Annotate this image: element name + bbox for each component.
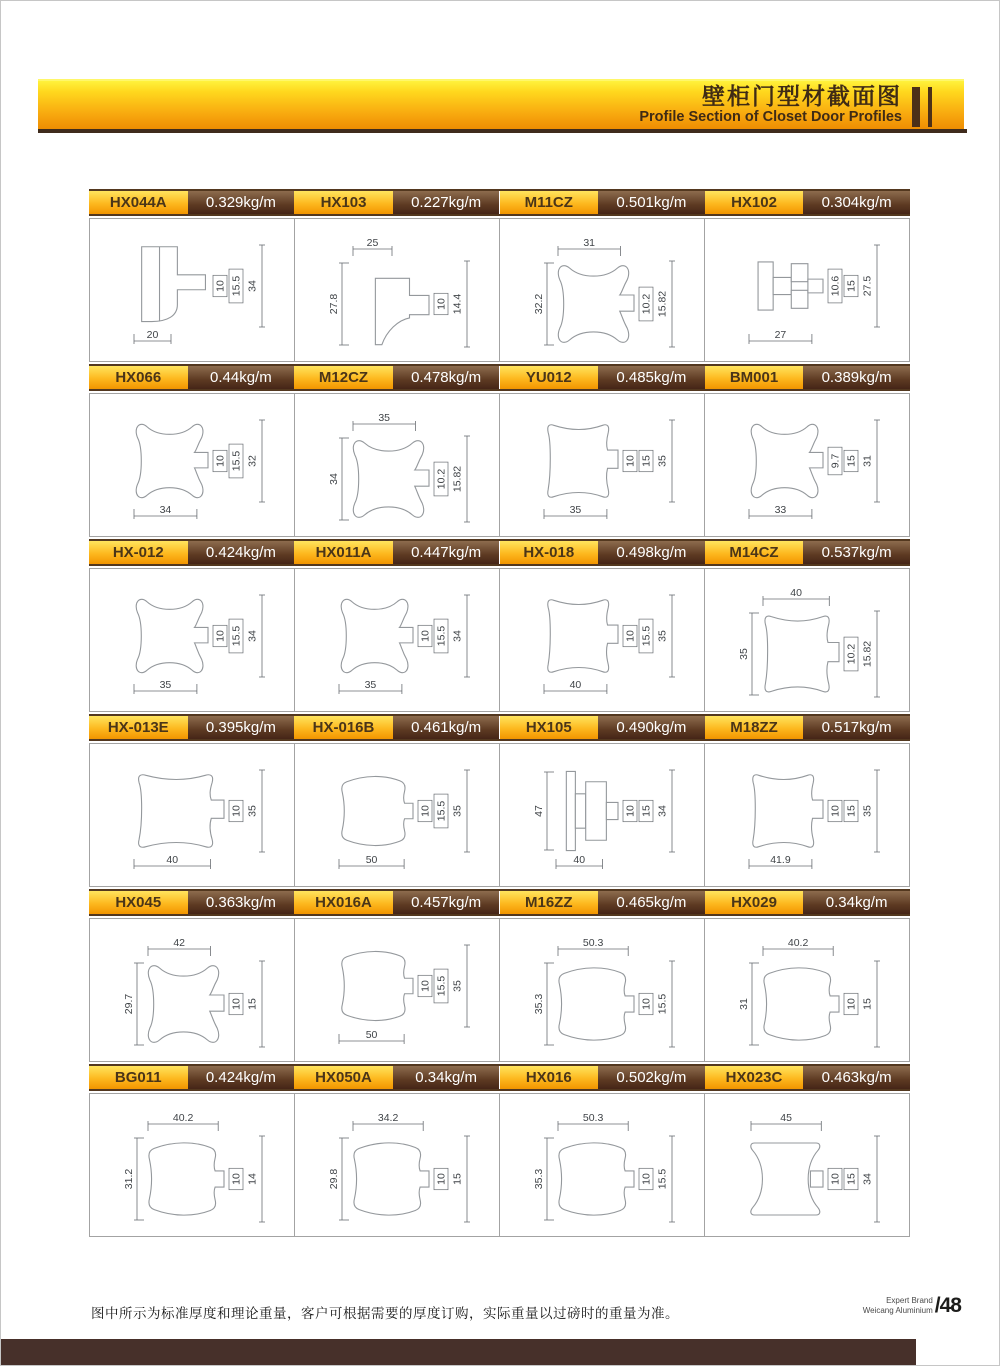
profile-drawing-row — [89, 568, 913, 712]
profile-weight: 0.424kg/m — [188, 1066, 295, 1089]
profile-weight: 0.34kg/m — [393, 1066, 500, 1089]
profile-drawing-row — [89, 918, 913, 1062]
profile-cell — [704, 1093, 910, 1237]
profile-header — [294, 541, 499, 564]
dim-right: 10 — [640, 1173, 653, 1185]
profile-cell — [89, 743, 295, 887]
dim-right: 14 — [246, 1173, 259, 1185]
profile-cell — [499, 218, 705, 362]
profile-drawing — [90, 1094, 294, 1236]
profile-drawing — [90, 919, 294, 1061]
profile-weight: 0.517kg/m — [803, 716, 910, 739]
dim-right: 35 — [861, 805, 874, 817]
dim-right: 35 — [451, 805, 464, 817]
profile-outline — [139, 775, 224, 847]
dim-right: 10 — [624, 455, 637, 467]
profile-header — [500, 1066, 705, 1089]
profile-weight: 0.498kg/m — [598, 541, 705, 564]
profile-weight: 0.304kg/m — [803, 191, 910, 214]
profile-cell — [294, 218, 500, 362]
profile-drawing — [90, 219, 294, 361]
profile-outline — [559, 968, 634, 1040]
dim-top: 34.2 — [377, 1112, 399, 1124]
profile-drawing-row — [89, 1093, 913, 1237]
dim-right: 15 — [246, 998, 259, 1010]
profile-weight: 0.34kg/m — [803, 891, 910, 914]
profile-outline — [548, 425, 618, 497]
profile-drawing — [295, 219, 499, 361]
profile-cell — [704, 393, 910, 537]
profile-header-row — [89, 1064, 910, 1091]
profile-cell — [499, 393, 705, 537]
profile-drawing — [295, 1094, 499, 1236]
profile-header — [705, 716, 910, 739]
dim-left: 35 — [738, 648, 750, 660]
profile-outline — [764, 968, 839, 1040]
profile-outline — [341, 599, 413, 672]
profile-drawing — [705, 1094, 909, 1236]
profile-cell — [294, 568, 500, 712]
dim-right: 34 — [246, 630, 259, 642]
profile-code: HX066 — [89, 366, 188, 389]
profile-header — [89, 191, 294, 214]
dim-top: 31 — [583, 237, 596, 249]
dim-right: 10 — [640, 998, 653, 1010]
dim-top: 50.3 — [582, 1112, 604, 1124]
profile-outline — [148, 966, 224, 1043]
dim-right: 15 — [640, 455, 653, 467]
brand-block — [863, 1294, 961, 1318]
dim-bottom: 40 — [166, 854, 179, 866]
banner-accent-bar-thin — [928, 87, 932, 127]
profile-header-row — [89, 189, 910, 216]
dim-top: 25 — [366, 237, 379, 249]
dim-right: 35 — [451, 980, 464, 992]
profile-code: M14CZ — [705, 541, 804, 564]
dim-right: 15.82 — [861, 640, 874, 668]
profile-outline — [558, 266, 634, 343]
dim-right: 10 — [230, 998, 243, 1010]
profile-weight: 0.457kg/m — [393, 891, 500, 914]
profile-cell — [499, 1093, 705, 1237]
profile-code: HX103 — [294, 191, 393, 214]
profile-weight: 0.363kg/m — [188, 891, 295, 914]
profile-weight: 0.424kg/m — [188, 541, 295, 564]
dim-left: 29.8 — [328, 1168, 340, 1190]
profile-code: BG011 — [89, 1066, 188, 1089]
dim-right: 10 — [419, 630, 432, 642]
dim-bottom: 40 — [573, 854, 586, 866]
profile-cell — [294, 918, 500, 1062]
dim-left: 34 — [328, 473, 340, 485]
brand-line-1: Expert Brand — [886, 1296, 933, 1305]
brand-line-2: Weicang Aluminium — [862, 1306, 933, 1315]
profile-header — [500, 891, 705, 914]
profile-header — [705, 191, 910, 214]
profile-header-row — [89, 714, 910, 741]
dim-right: 10.2 — [435, 468, 448, 490]
profile-outline — [149, 1143, 224, 1215]
dim-right: 9.7 — [829, 453, 842, 469]
profile-grid — [89, 189, 913, 1239]
profile-weight: 0.485kg/m — [598, 366, 705, 389]
profile-header-row — [89, 364, 910, 391]
profile-cell — [499, 918, 705, 1062]
profile-weight: 0.44kg/m — [188, 366, 295, 389]
profile-code: HX016A — [294, 891, 393, 914]
profile-outline — [353, 441, 429, 518]
dim-right: 15.5 — [656, 993, 669, 1015]
profile-header — [294, 891, 499, 914]
dim-right: 15.5 — [230, 275, 243, 297]
profile-header — [705, 366, 910, 389]
profile-code: M18ZZ — [705, 716, 804, 739]
bottom-bar — [1, 1339, 916, 1366]
profile-header — [705, 1066, 910, 1089]
dim-right: 14.4 — [451, 293, 464, 315]
profile-code: M12CZ — [294, 366, 393, 389]
dim-top: 42 — [173, 937, 186, 949]
profile-drawing-row — [89, 218, 913, 362]
profile-cell — [294, 1093, 500, 1237]
profile-weight: 0.490kg/m — [598, 716, 705, 739]
dim-right: 15.5 — [435, 800, 448, 822]
profile-drawing — [295, 744, 499, 886]
profile-code: HX016 — [500, 1066, 599, 1089]
profile-drawing — [90, 744, 294, 886]
profile-cell — [89, 393, 295, 537]
dim-left: 47 — [533, 805, 545, 817]
profile-weight: 0.501kg/m — [598, 191, 705, 214]
profile-header — [500, 366, 705, 389]
profile-code: BM001 — [705, 366, 804, 389]
profile-drawing — [500, 919, 704, 1061]
page-number: /48 — [934, 1294, 961, 1317]
profile-header — [294, 366, 499, 389]
profile-outline — [136, 424, 208, 497]
dim-right: 32 — [246, 455, 259, 467]
profile-code: HX105 — [500, 716, 599, 739]
dim-top: 50.3 — [582, 937, 604, 949]
profile-header — [89, 891, 294, 914]
dim-right: 15 — [845, 455, 858, 467]
profile-header — [500, 716, 705, 739]
dim-right: 10 — [419, 805, 432, 817]
profile-code: HX044A — [89, 191, 188, 214]
profile-drawing — [90, 394, 294, 536]
dim-right: 10 — [214, 280, 227, 292]
dim-bottom: 35 — [159, 679, 172, 691]
profile-drawing — [705, 569, 909, 711]
footer-note: 图中所示为标准厚度和理论重量，客户可根据需要的厚度订购，实际重量以过磅时的重量为准。 — [91, 1306, 679, 1321]
banner-titles — [639, 83, 902, 125]
profile-cell — [89, 918, 295, 1062]
dim-right: 15 — [451, 1173, 464, 1185]
dim-right: 35 — [246, 805, 259, 817]
profile-code: HX-013E — [89, 716, 188, 739]
page-title-zh: 壁柜门型材截面图 — [702, 83, 902, 109]
profile-code: YU012 — [500, 366, 599, 389]
profile-drawing — [705, 219, 909, 361]
dim-right: 31 — [861, 455, 874, 467]
dim-right: 10 — [214, 630, 227, 642]
profile-outline — [375, 278, 429, 344]
profile-outline — [342, 776, 413, 845]
dim-right: 10 — [435, 1173, 448, 1185]
profile-outline — [548, 600, 618, 672]
dim-left: 35.3 — [533, 993, 545, 1015]
profile-cell — [704, 743, 910, 887]
profile-weight: 0.389kg/m — [803, 366, 910, 389]
profile-cell — [499, 743, 705, 887]
profile-weight: 0.478kg/m — [393, 366, 500, 389]
dim-top: 35 — [378, 412, 391, 424]
dim-right: 10 — [435, 298, 448, 310]
profile-cell — [294, 743, 500, 887]
dim-right: 10 — [230, 1173, 243, 1185]
dim-right: 15.82 — [656, 290, 669, 318]
profile-drawing — [295, 569, 499, 711]
dim-right: 15 — [640, 805, 653, 817]
dim-top: 40.2 — [172, 1112, 194, 1124]
profile-drawing — [500, 744, 704, 886]
dim-right: 15.5 — [640, 625, 653, 647]
dim-bottom: 27 — [774, 329, 787, 341]
dim-left: 35.3 — [533, 1168, 545, 1190]
dim-right: 15 — [845, 805, 858, 817]
profile-drawing-row — [89, 393, 913, 537]
profile-drawing — [295, 919, 499, 1061]
profile-drawing — [705, 394, 909, 536]
dim-right: 35 — [656, 455, 669, 467]
profile-code: HX045 — [89, 891, 188, 914]
dim-right: 10 — [624, 805, 637, 817]
profile-header-row — [89, 889, 910, 916]
profile-code: HX023C — [705, 1066, 804, 1089]
dim-left: 31 — [738, 998, 750, 1010]
dim-bottom: 20 — [146, 329, 159, 341]
banner-underline — [38, 129, 967, 133]
dim-top: 45 — [780, 1112, 792, 1124]
dim-bottom: 35 — [569, 504, 582, 516]
dim-right: 15.5 — [230, 450, 243, 472]
profile-outline — [758, 262, 823, 310]
dim-top: 40.2 — [787, 937, 809, 949]
dim-right: 15 — [845, 280, 858, 292]
profile-drawing-row — [89, 743, 913, 887]
profile-drawing — [500, 394, 704, 536]
dim-right: 34 — [451, 630, 464, 642]
profile-weight: 0.463kg/m — [803, 1066, 910, 1089]
dim-right: 10 — [624, 630, 637, 642]
dim-right: 27.5 — [861, 275, 874, 297]
dim-right: 10 — [829, 1173, 842, 1185]
profile-code: HX029 — [705, 891, 804, 914]
profile-weight: 0.329kg/m — [188, 191, 295, 214]
dim-bottom: 40 — [569, 679, 582, 691]
profile-code: HX011A — [294, 541, 393, 564]
profile-cell — [89, 218, 295, 362]
profile-cell — [704, 218, 910, 362]
dim-right: 15.5 — [656, 1168, 669, 1190]
dim-left: 31.2 — [123, 1168, 135, 1190]
banner-accent-bar-thick — [912, 87, 920, 127]
dim-right: 15.5 — [230, 625, 243, 647]
dim-right: 15 — [861, 998, 874, 1010]
dim-right: 10.2 — [845, 643, 858, 665]
profile-outline — [751, 1143, 823, 1215]
profile-drawing — [705, 744, 909, 886]
dim-right: 34 — [246, 280, 259, 292]
profile-header — [89, 366, 294, 389]
profile-header-row — [89, 539, 910, 566]
dim-left: 27.8 — [328, 293, 340, 315]
dim-right: 15.5 — [435, 975, 448, 997]
profile-weight: 0.461kg/m — [393, 716, 500, 739]
dim-left: 32.2 — [533, 293, 545, 315]
profile-weight: 0.447kg/m — [393, 541, 500, 564]
profile-cell — [89, 568, 295, 712]
profile-cell — [704, 568, 910, 712]
dim-right: 10 — [419, 980, 432, 992]
profile-code: M16ZZ — [500, 891, 599, 914]
profile-cell — [499, 568, 705, 712]
profile-weight: 0.395kg/m — [188, 716, 295, 739]
profile-weight: 0.502kg/m — [598, 1066, 705, 1089]
profile-header — [89, 1066, 294, 1089]
dim-bottom: 34 — [159, 504, 172, 516]
dim-right: 10 — [829, 805, 842, 817]
profile-outline — [136, 599, 208, 672]
dim-bottom: 33 — [774, 504, 787, 516]
profile-outline — [142, 247, 206, 322]
profile-code: HX102 — [705, 191, 804, 214]
dim-bottom: 35 — [364, 679, 377, 691]
profile-drawing — [295, 394, 499, 536]
dim-top: 40 — [790, 587, 802, 599]
profile-header — [294, 716, 499, 739]
profile-header — [705, 541, 910, 564]
profile-header — [500, 191, 705, 214]
profile-outline — [753, 775, 823, 847]
dim-right: 15.5 — [435, 625, 448, 647]
profile-cell — [294, 393, 500, 537]
profile-cell — [89, 1093, 295, 1237]
page-banner — [38, 79, 964, 129]
profile-code: HX-016B — [294, 716, 393, 739]
page-title-en: Profile Section of Closet Door Profiles — [639, 109, 902, 125]
dim-right: 10 — [845, 998, 858, 1010]
profile-drawing — [500, 1094, 704, 1236]
profile-drawing — [705, 919, 909, 1061]
profile-outline — [566, 771, 618, 850]
dim-right: 10 — [214, 455, 227, 467]
profile-drawing — [500, 219, 704, 361]
profile-weight: 0.227kg/m — [393, 191, 500, 214]
profile-outline — [559, 1143, 634, 1215]
profile-header — [294, 1066, 499, 1089]
profile-weight: 0.537kg/m — [803, 541, 910, 564]
profile-header — [705, 891, 910, 914]
dim-bottom: 41.9 — [770, 854, 791, 866]
brand-lines — [863, 1296, 933, 1316]
profile-drawing — [500, 569, 704, 711]
profile-outline — [354, 1143, 429, 1215]
profile-header — [500, 541, 705, 564]
dim-left: 29.7 — [123, 993, 135, 1015]
profile-code: HX050A — [294, 1066, 393, 1089]
profile-code: HX-018 — [500, 541, 599, 564]
dim-right: 34 — [861, 1173, 874, 1185]
profile-weight: 0.465kg/m — [598, 891, 705, 914]
profile-outline — [342, 951, 413, 1020]
profile-header — [294, 191, 499, 214]
dim-right: 10 — [230, 805, 243, 817]
dim-right: 10.2 — [640, 293, 653, 315]
dim-bottom: 50 — [365, 1029, 378, 1041]
profile-drawing — [90, 569, 294, 711]
dim-right: 34 — [656, 805, 669, 817]
profile-header — [89, 716, 294, 739]
dim-right: 15 — [845, 1173, 858, 1185]
profile-code: HX-012 — [89, 541, 188, 564]
dim-bottom: 50 — [365, 854, 378, 866]
dim-right: 15.82 — [451, 465, 464, 493]
profile-cell — [704, 918, 910, 1062]
profile-code: M11CZ — [500, 191, 599, 214]
dim-right: 10.6 — [829, 275, 842, 297]
profile-outline — [765, 616, 839, 692]
dim-right: 35 — [656, 630, 669, 642]
profile-outline — [751, 424, 823, 497]
profile-header — [89, 541, 294, 564]
